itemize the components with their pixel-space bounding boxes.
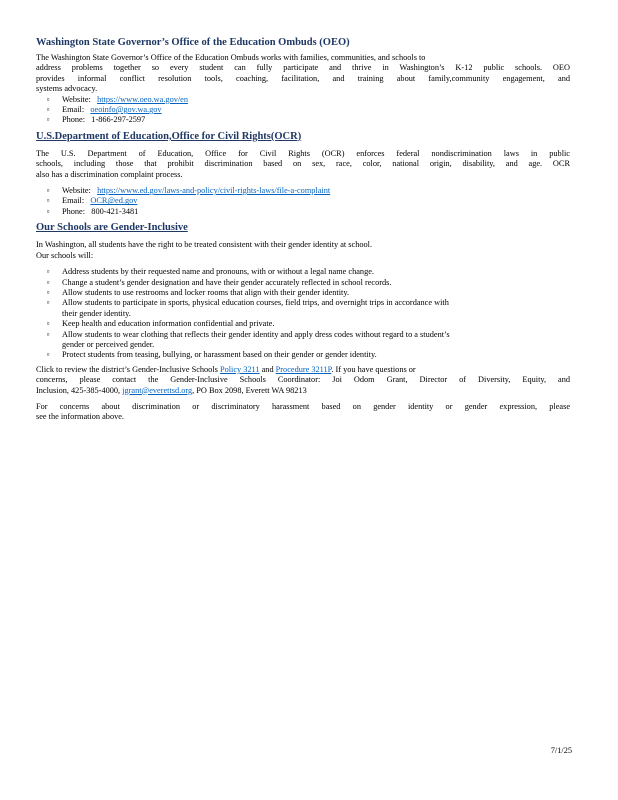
ocr-email-link[interactable]: OCR@ed.gov xyxy=(90,196,138,206)
ocr-contact-list xyxy=(36,186,570,217)
policy-link[interactable]: Policy 3211 xyxy=(219,364,260,374)
square-bullet-icon: ▫ xyxy=(46,319,50,329)
list-item xyxy=(36,105,570,115)
oeo-email-link[interactable]: oeoinfo@gov.wa.gov xyxy=(90,105,162,115)
concerns-line-1: For concerns about discrimination or discriminatory harassment based on gender identity or gender expression, please xyxy=(36,401,570,411)
email-label: Email: xyxy=(62,105,85,115)
square-bullet-icon: ▫ xyxy=(46,329,50,339)
ocr-heading: U.S.Department of Education,Office for Civil Rights(OCR) xyxy=(36,130,302,142)
oeo-website-link[interactable]: https://www.oeo.wa.gov/en xyxy=(97,94,189,104)
ocr-phone: 800-421-3481 xyxy=(91,206,139,216)
list-item xyxy=(36,115,570,125)
email-label: Email: xyxy=(62,196,85,206)
oeo-contact-list xyxy=(36,95,570,126)
list-item: ▫ Allow students to participate in sports, physical education courses, field trips, and overnight trips in accordance with their gender identity. xyxy=(36,298,570,319)
procedure-link[interactable]: Procedure 3211P xyxy=(275,364,332,374)
list-item: ▫ Keep health and education information confidential and private. xyxy=(36,319,570,329)
schools-intro-line-1: In Washington, all students have the right to be treated consistent with their gender identity at school. xyxy=(36,240,373,250)
oeo-heading: Washington State Governor’s Office of the Education Ombuds (OEO) xyxy=(36,37,350,48)
list-item xyxy=(36,95,570,105)
oeo-para-line-3: provides informal conflict resolution tools, coaching, facilitation, and training about family,community engagement, and xyxy=(36,73,570,83)
list-item: ▫ Change a student’s gender designation and have their gender accurately reflected in school records. xyxy=(36,278,570,288)
schools-heading: Our Schools are Gender-Inclusive xyxy=(36,222,188,234)
oeo-para-line-1: The Washington State Governor’s Office of the Education Ombuds works with families, communities, and schools to xyxy=(36,53,426,62)
concerns-line-2: see the information above. xyxy=(36,412,125,422)
oeo-para-line-4: systems advocacy. xyxy=(36,84,98,94)
square-bullet-icon: ▫ xyxy=(46,350,50,360)
list-item xyxy=(36,207,570,217)
phone-label: Phone: xyxy=(62,115,86,125)
list-item xyxy=(36,196,570,206)
square-bullet-icon: ▫ xyxy=(46,277,50,287)
list-item: ▫ Allow students to use restrooms and locker rooms that align with their gender identity. xyxy=(36,288,570,298)
footer-date: 7/1/25 xyxy=(550,746,572,755)
schools-intro-line-2: Our schools will: xyxy=(36,250,94,260)
list-item: ▫ Address students by their requested name and pronouns, with or without a legal name change. xyxy=(36,267,570,277)
review-line-2: concerns, please contact the Gender-Inclusive Schools Coordinator: Joi Odom Grant, Director of Diversity, Equity, and xyxy=(36,375,570,385)
square-bullet-icon: ▫ xyxy=(46,196,50,206)
square-bullet-icon: ▫ xyxy=(46,298,50,308)
ocr-website-link[interactable]: https://www.ed.gov/laws-and-policy/civil-rights-laws/file-a-complaint xyxy=(97,186,331,196)
ocr-para-line-1: The U.S. Department of Education, Office for Civil Rights (OCR) enforces federal nondiscrimination laws in public xyxy=(36,148,570,158)
website-label: Website: xyxy=(62,186,91,196)
ocr-para-line-3: also has a discrimination complaint process. xyxy=(36,169,183,179)
list-item xyxy=(36,186,570,196)
list-item: ▫ Protect students from teasing, bullying, or harassment based on their gender or gender identity. xyxy=(36,350,570,360)
list-item: ▫ Allow students to wear clothing that reflects their gender identity and apply dress codes without regard to a student’s gender or perceived gender. xyxy=(36,330,570,351)
document-page xyxy=(36,36,570,423)
review-line-1: Click to review the district’s Gender-Inclusive Schools Policy 3211 and Procedure 3211P. If you have questions or xyxy=(36,364,416,374)
ocr-para-line-2: schools, including those that prohibit discrimination based on sex, race, color, national origin, disability, and age. OCR xyxy=(36,159,570,169)
oeo-phone: 1-866-297-2597 xyxy=(91,115,146,125)
oeo-para-line-2: address problems together so every student can fully participate and thrive in Washington’s K-12 public schools. OEO xyxy=(36,63,570,73)
schools-list xyxy=(36,267,570,361)
square-bullet-icon: ▫ xyxy=(46,105,50,115)
square-bullet-icon: ▫ xyxy=(46,206,50,216)
square-bullet-icon: ▫ xyxy=(46,94,50,104)
phone-label: Phone: xyxy=(62,206,86,216)
square-bullet-icon: ▫ xyxy=(46,267,50,277)
website-label: Website: xyxy=(62,94,91,104)
square-bullet-icon: ▫ xyxy=(46,287,50,297)
coordinator-email-link[interactable]: jgrant@everettsd.org xyxy=(122,385,193,395)
review-line-3: Inclusion, 425-385-4000, jgrant@everettsd.org, PO Box 2098, Everett WA 98213 xyxy=(36,385,307,395)
square-bullet-icon: ▫ xyxy=(46,186,50,196)
square-bullet-icon: ▫ xyxy=(46,115,50,125)
